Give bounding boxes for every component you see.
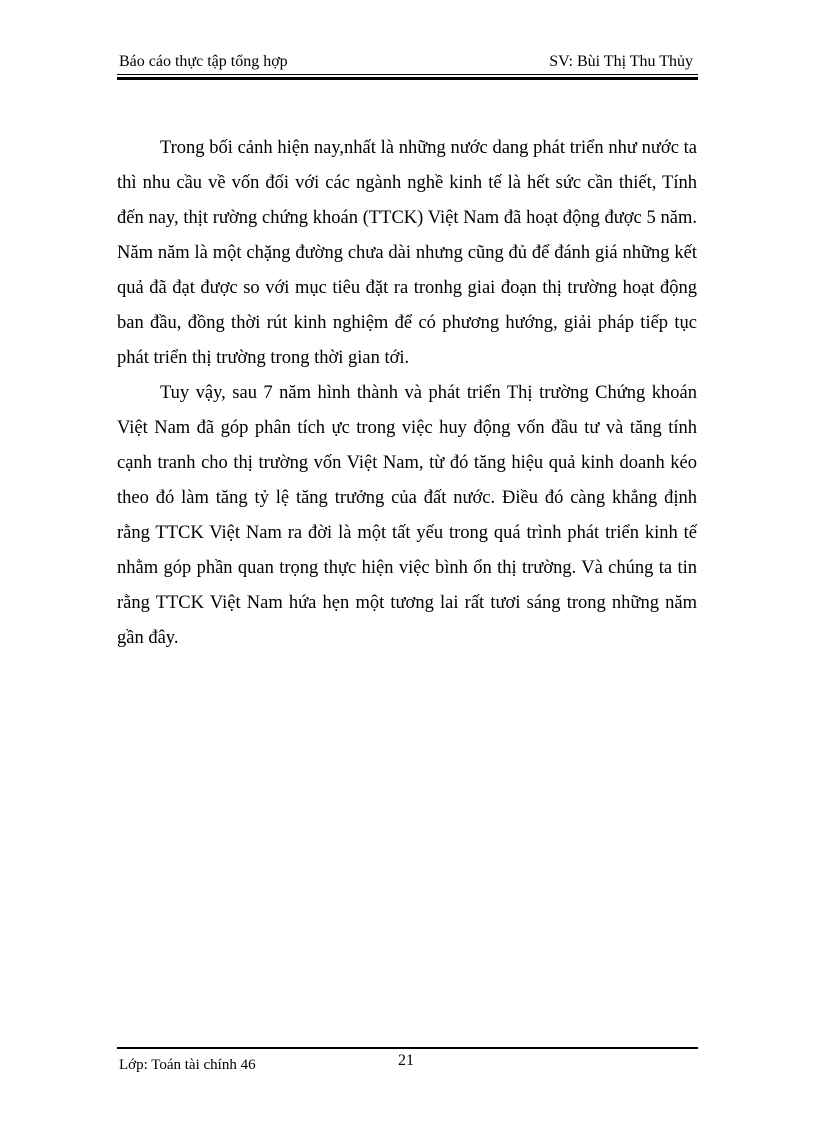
footer-class-label: Lớp: Toán tài chính 46 (119, 1057, 256, 1073)
header-divider (117, 74, 698, 75)
page-header (117, 52, 695, 72)
page-number: 21 (398, 1052, 414, 1069)
footer-divider (117, 1047, 698, 1049)
paragraph-1: Trong bối cảnh hiện nay,nhất là những nước dang phát triển như nước ta thì nhu cầu về vốn đối với các ngành nghề kinh tế là hết sức cần thiết, Tính đến nay, thịt rường chứng khoán (TTCK) Việt Nam đã hoạt động được 5 năm. Năm năm là một chặng đường chưa dài nhưng cũng đủ để đánh giá những kết quả đã đạt được so với mục tiêu đặt ra tronhg giai đoạn thị trường hoạt động ban đầu, đồng thời rút kinh nghiệm để có phương hướng, giải pháp tiếp tục phát triển thị trường trong thời gian tới. (117, 138, 697, 368)
header-report-title: Báo cáo thực tập tổng hợp (119, 53, 288, 70)
header-student-name: SV: Bùi Thị Thu Thủy (549, 53, 693, 70)
body-text (117, 131, 697, 656)
header-divider-thick (117, 77, 698, 80)
paragraph-2: Tuy vậy, sau 7 năm hình thành và phát triển Thị trường Chứng khoán Việt Nam đã góp phân tích ực trong việc huy động vốn đầu tư và tăng tính cạnh tranh cho thị trường vốn Việt Nam, từ đó tăng hiệu quả kinh doanh kéo theo đó làm tăng tỷ lệ tăng trưởng của đất nước. Điều đó càng khẳng định rằng TTCK Việt Nam ra đời là một tất yếu trong quá trình phát triển kinh tế nhằm góp phần quan trọng thực hiện việc bình ổn thị trường. Và chúng ta tin rằng TTCK Việt Nam hứa hẹn một tương lai rất tươi sáng trong những năm gần đây. (117, 383, 697, 648)
